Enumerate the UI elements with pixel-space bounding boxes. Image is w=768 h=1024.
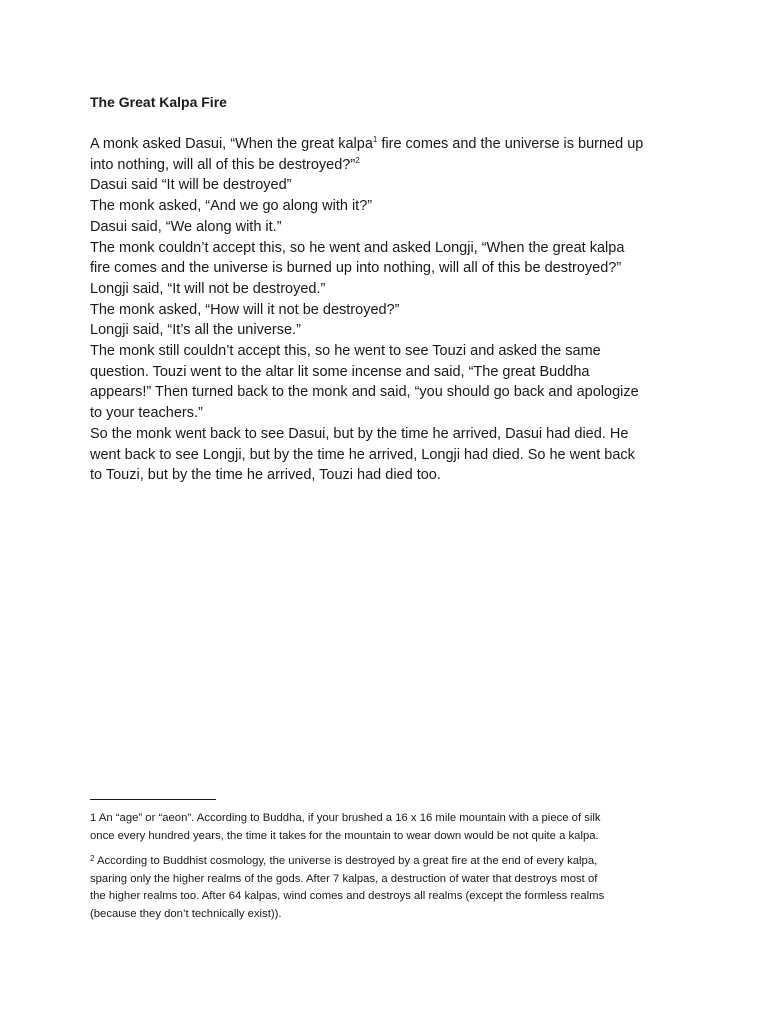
text-line: Longji said, “It will not be destroyed.” xyxy=(90,280,326,297)
footnotes-section xyxy=(90,810,690,923)
text-line: Longji said, “It’s all the universe.” xyxy=(90,322,301,339)
text-line: appears!” Then turned back to the monk and said, “you should go back and apologize xyxy=(90,384,639,401)
text-line: The monk asked, “And we go along with it?” xyxy=(90,198,373,215)
footnote-line: (because they don’t technically exist)). xyxy=(90,907,282,920)
text-run: into nothing, will all of this be destroyed?” xyxy=(90,156,356,173)
footnote-mark: 2 xyxy=(90,854,95,863)
footnote-1 xyxy=(90,810,690,845)
footnote-line: the higher realms too. After 64 kalpas, wind comes and destroys all realms (except the formless realms xyxy=(90,890,605,902)
footnote-line: once every hundred years, the time it takes for the mountain to wear down would be not quite a kalpa. xyxy=(90,829,599,842)
footnote-divider xyxy=(90,799,216,800)
text-run: A monk asked Dasui, “When the great kalpa xyxy=(90,136,373,152)
text-line: The monk couldn’t accept this, so he went and asked Longji, “When the great kalpa xyxy=(90,239,625,256)
document-title: The Great Kalpa Fire xyxy=(90,94,227,110)
footnote-text: An “age” or “aeon”. According to Buddha, if your brushed a 16 x 16 mile mountain with a piece of silk xyxy=(98,812,601,824)
text-line: Dasui said, “We along with it.” xyxy=(90,218,282,235)
text-line: The monk asked, “How will it not be destroyed?” xyxy=(90,301,400,318)
footnote-2 xyxy=(90,853,690,923)
text-line xyxy=(90,134,690,155)
footnote-ref-2[interactable]: 2 xyxy=(355,155,360,165)
footnote-line: sparing only the higher realms of the gods. After 7 kalpas, a destruction of water that destroys most of xyxy=(90,872,598,885)
text-line: fire comes and the universe is burned up into nothing, will all of this be destroyed?” xyxy=(90,260,622,277)
text-line: to your teachers.” xyxy=(90,405,203,422)
text-line: question. Touzi went to the altar lit some incense and said, “The great Buddha xyxy=(90,363,590,380)
text-line: So the monk went back to see Dasui, but by the time he arrived, Dasui had died. He xyxy=(90,425,629,442)
text-run: fire comes and the universe is burned up xyxy=(377,136,644,152)
text-line: The monk still couldn’t accept this, so he went to see Touzi and asked the same xyxy=(90,343,601,360)
text-line: went back to see Longji, but by the time he arrived, Longji had died. So he went back xyxy=(90,446,635,463)
text-line: to Touzi, but by the time he arrived, Touzi had died too. xyxy=(90,467,441,484)
text-line xyxy=(90,155,690,176)
footnote-ref-1[interactable]: 1 xyxy=(372,135,378,144)
text-line: Dasui said “It will be destroyed” xyxy=(90,177,292,194)
story-paragraph xyxy=(90,134,690,486)
footnote-mark: 1 xyxy=(90,812,97,824)
footnote-line xyxy=(90,810,690,828)
footnote-line xyxy=(90,853,690,871)
footnote-text: According to Buddhist cosmology, the universe is destroyed by a great fire at the end of every kalpa, xyxy=(96,855,598,867)
